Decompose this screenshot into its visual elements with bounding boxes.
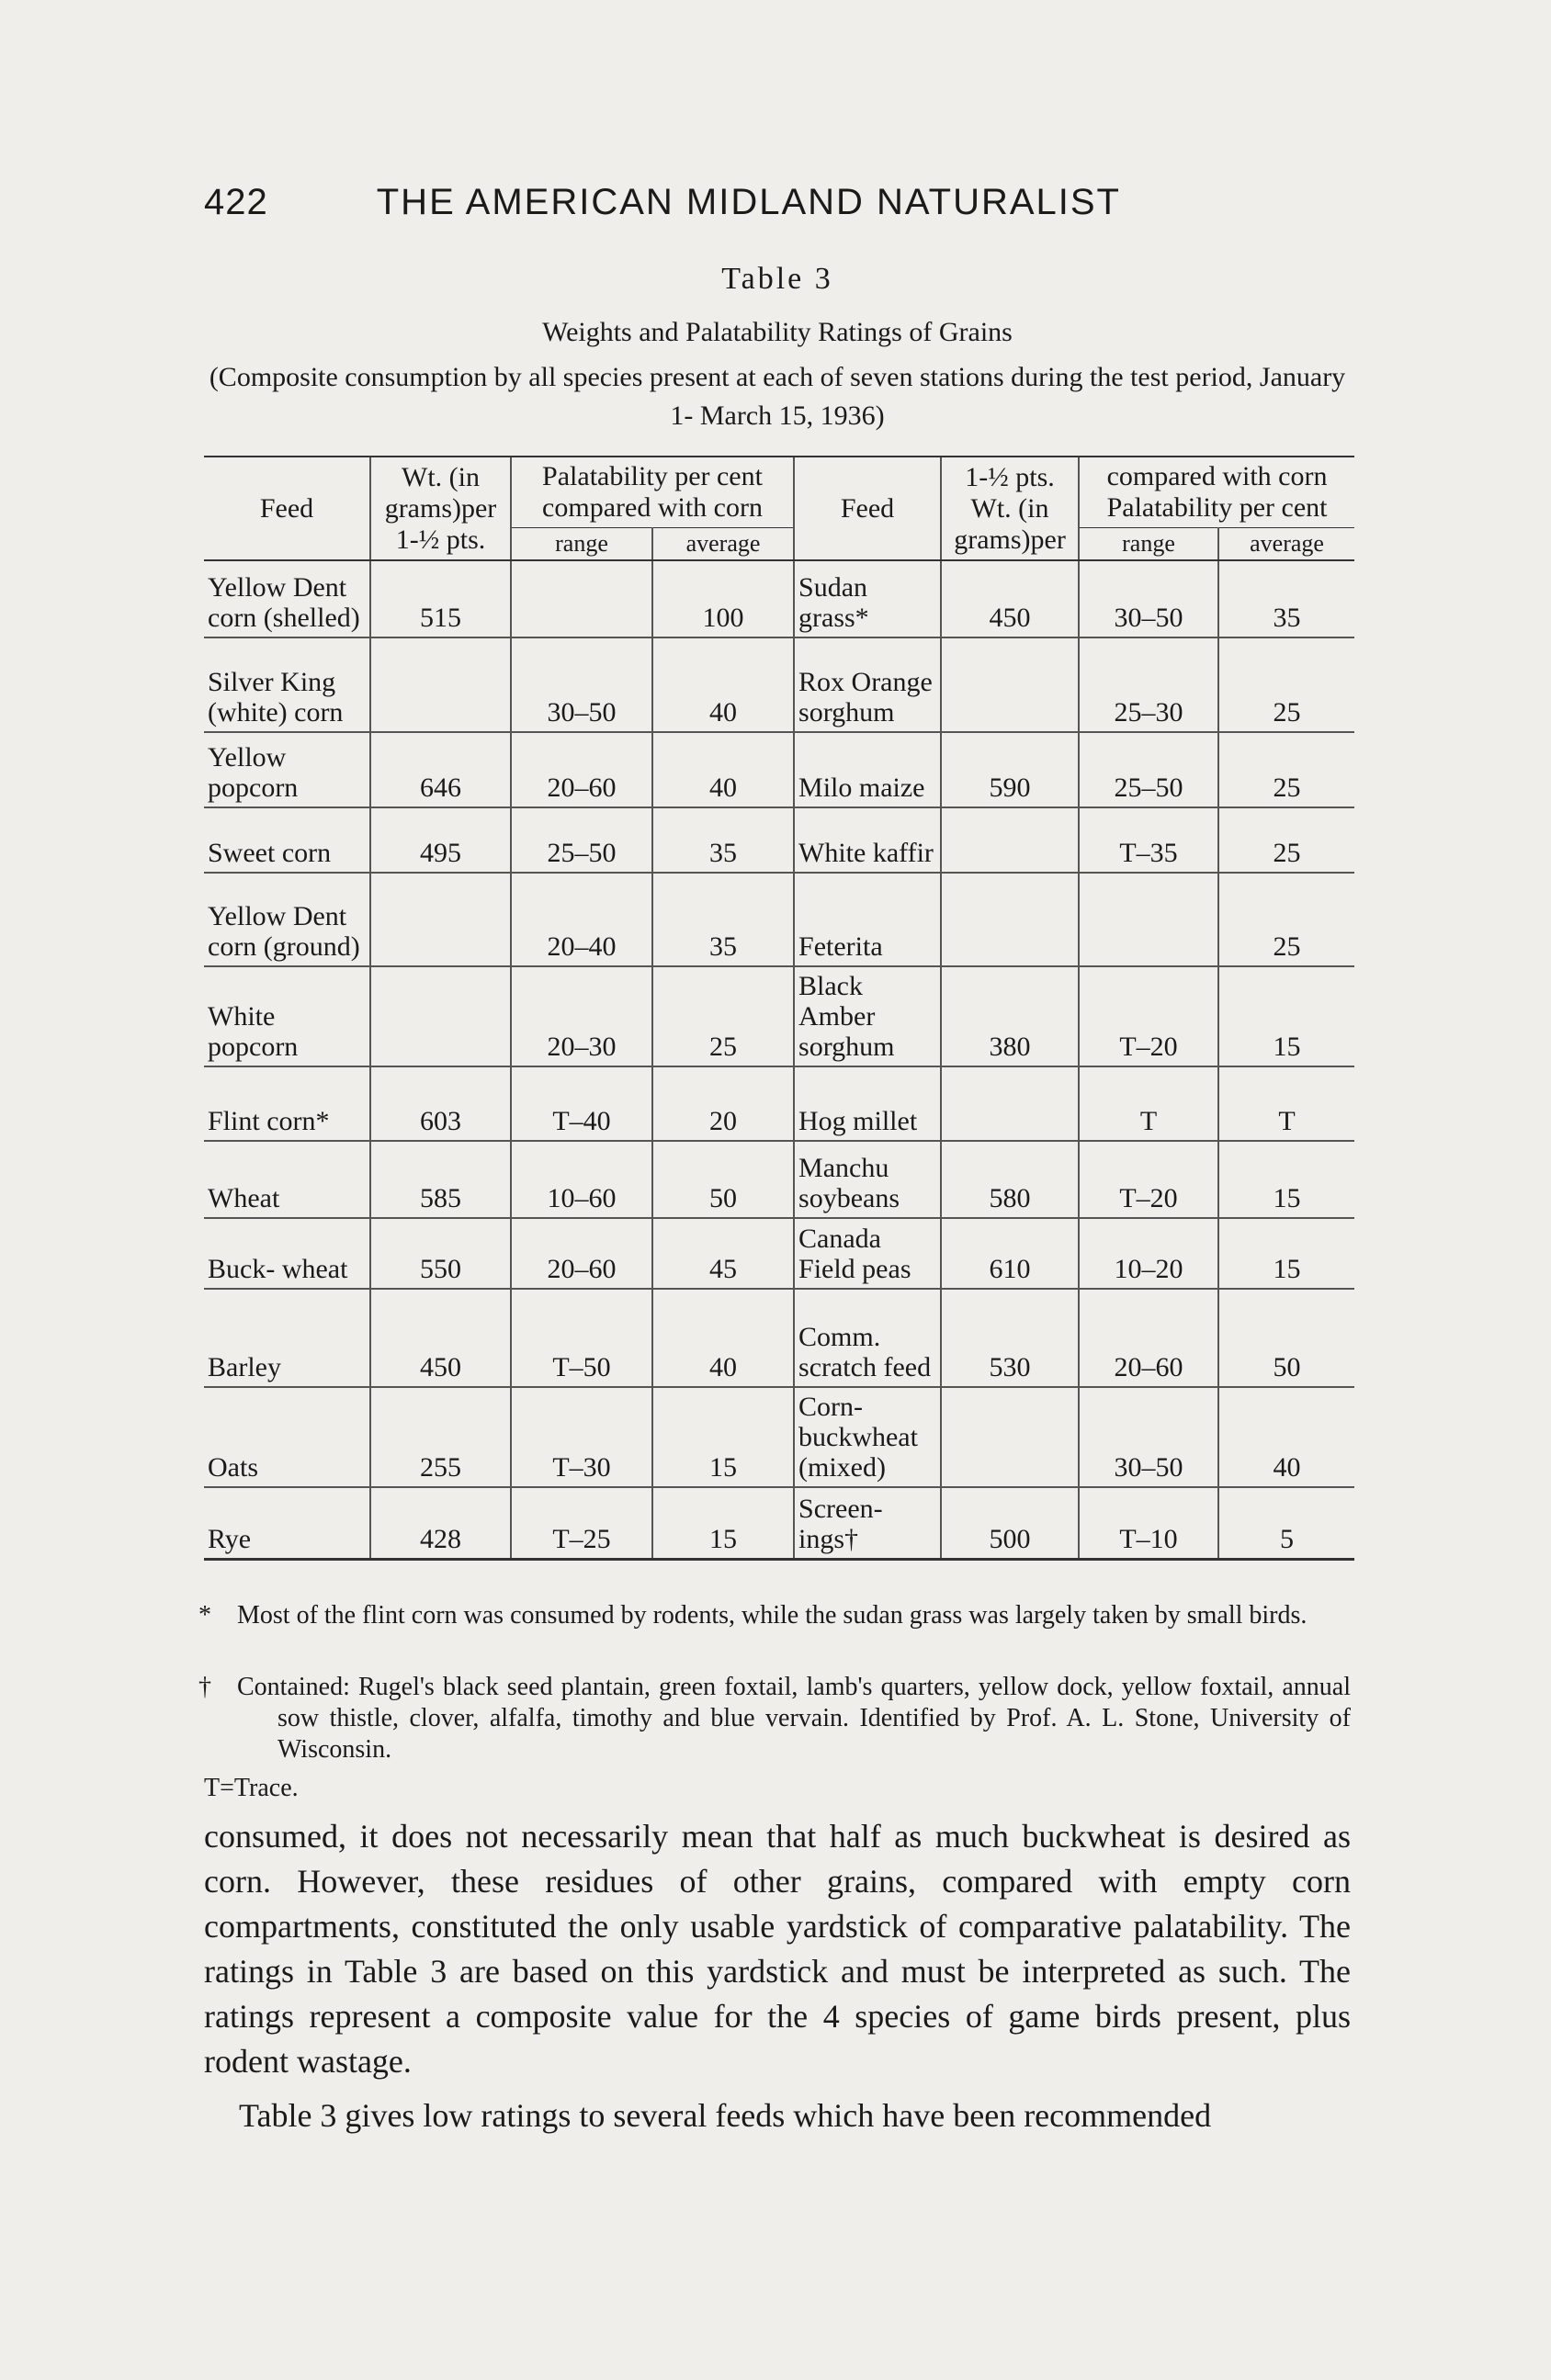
cell-average-right: 25: [1218, 732, 1354, 807]
cell-range-left: 20–60: [511, 732, 652, 807]
cell-average-left: 40: [652, 637, 794, 732]
footnote-star-mark: *: [198, 1601, 211, 1630]
body-text: [204, 1814, 1351, 2138]
cell-feed-right: Black Amber sorghum: [794, 966, 941, 1066]
cell-feed-left: Flint corn*: [204, 1066, 370, 1141]
table-row: [204, 807, 1354, 873]
cell-average-right: 15: [1218, 1218, 1354, 1289]
table-row: [204, 966, 1354, 1066]
cell-weight-right: 580: [941, 1141, 1079, 1218]
cell-feed-right: Feterita: [794, 873, 941, 966]
cell-weight-left: [370, 637, 511, 732]
table-body: [204, 560, 1354, 1559]
cell-weight-right: [941, 807, 1079, 873]
cell-feed-right: White kaffir: [794, 807, 941, 873]
cell-range-left: T–30: [511, 1387, 652, 1487]
cell-feed-right: Screen- ings†: [794, 1487, 941, 1559]
footnote-star: [198, 1600, 1351, 1631]
cell-weight-left: 515: [370, 560, 511, 637]
cell-average-right: 5: [1218, 1487, 1354, 1559]
table-row: [204, 1387, 1354, 1487]
cell-range-right: [1079, 873, 1218, 966]
cell-weight-left: 450: [370, 1289, 511, 1387]
cell-range-left: 20–60: [511, 1218, 652, 1289]
cell-weight-left: 550: [370, 1218, 511, 1289]
cell-average-left: 40: [652, 732, 794, 807]
footnote-dagger-text: Contained: Rugel's black seed plantain, green foxtail, lamb's quarters, yellow dock, yellow foxtail, annual sow thistle, clover, alfalfa, timothy and blue vervain. Identified by Prof. A. L. Stone, University of Wisconsin.: [237, 1673, 1351, 1764]
table-subtitle: (Composite consumption by all species present at each of seven stations during the test period, January 1- March 15, 1936): [209, 362, 1346, 431]
cell-feed-left: Barley: [204, 1289, 370, 1387]
cell-weight-right: 590: [941, 732, 1079, 807]
cell-range-right: 30–50: [1079, 1387, 1218, 1487]
header-range-right: range: [1079, 528, 1218, 561]
cell-range-left: 20–30: [511, 966, 652, 1066]
body-paragraph-2: Table 3 gives low ratings to several feeds which have been recommended: [239, 2097, 1212, 2134]
cell-average-right: 40: [1218, 1387, 1354, 1487]
cell-range-left: T–40: [511, 1066, 652, 1141]
cell-feed-right: Corn- buckwheat (mixed): [794, 1387, 941, 1487]
table-row: [204, 1141, 1354, 1218]
cell-range-left: T–50: [511, 1289, 652, 1387]
grain-palatability-table: [204, 456, 1354, 1561]
cell-feed-left: Yellow Dent corn (ground): [204, 873, 370, 966]
header-palatability-right: compared with corn Palatability per cent: [1079, 457, 1354, 528]
footnote-dagger: [198, 1672, 1351, 1765]
table-row: [204, 1066, 1354, 1141]
cell-feed-left: White popcorn: [204, 966, 370, 1066]
cell-feed-right: Comm. scratch feed: [794, 1289, 941, 1387]
cell-weight-right: 500: [941, 1487, 1079, 1559]
cell-average-right: 15: [1218, 966, 1354, 1066]
cell-weight-right: 610: [941, 1218, 1079, 1289]
cell-weight-left: 428: [370, 1487, 511, 1559]
cell-feed-left: Oats: [204, 1387, 370, 1487]
cell-average-left: 50: [652, 1141, 794, 1218]
cell-weight-left: 255: [370, 1387, 511, 1487]
cell-feed-left: Silver King (white) corn: [204, 637, 370, 732]
cell-range-right: T: [1079, 1066, 1218, 1141]
cell-average-right: 35: [1218, 560, 1354, 637]
table-row: [204, 560, 1354, 637]
cell-range-left: T–25: [511, 1487, 652, 1559]
cell-range-right: 20–60: [1079, 1289, 1218, 1387]
cell-range-right: 25–50: [1079, 732, 1218, 807]
cell-feed-right: Canada Field peas: [794, 1218, 941, 1289]
cell-feed-right: Manchu soybeans: [794, 1141, 941, 1218]
table-label: Table 3: [721, 262, 833, 296]
cell-range-right: T–35: [1079, 807, 1218, 873]
cell-range-right: T–20: [1079, 1141, 1218, 1218]
footnote-star-text: Most of the flint corn was consumed by rodents, while the sudan grass was largely taken by small birds.: [237, 1601, 1308, 1630]
cell-range-left: 30–50: [511, 637, 652, 732]
cell-average-left: 15: [652, 1487, 794, 1559]
data-table-container: [204, 456, 1354, 1561]
table-row: [204, 637, 1354, 732]
cell-range-right: T–10: [1079, 1487, 1218, 1559]
cell-range-right: 10–20: [1079, 1218, 1218, 1289]
cell-weight-right: [941, 637, 1079, 732]
cell-weight-right: 530: [941, 1289, 1079, 1387]
cell-average-right: 25: [1218, 637, 1354, 732]
header-average-right: average: [1218, 528, 1354, 561]
cell-average-left: 100: [652, 560, 794, 637]
cell-feed-right: Hog millet: [794, 1066, 941, 1141]
body-paragraph-1: consumed, it does not necessarily mean that half as much buckwheat is desired as corn. However, these residues of other grains, compared with empty corn compartments, constituted the only usable yardstick of comparative palatability. The ratings in Table 3 are based on this yardstick and must be interpreted as such. The ratings represent a composite value for the 4 species of game birds present, plus rodent wastage.: [204, 1818, 1351, 2080]
cell-range-right: T–20: [1079, 966, 1218, 1066]
header-palatability-left: Palatability per cent compared with corn: [511, 457, 794, 528]
cell-average-left: 35: [652, 873, 794, 966]
header-feed-right: Feed: [794, 457, 941, 560]
cell-weight-left: 585: [370, 1141, 511, 1218]
cell-average-right: 25: [1218, 873, 1354, 966]
cell-feed-left: Buck- wheat: [204, 1218, 370, 1289]
header-range-left: range: [511, 528, 652, 561]
footnote-dagger-mark: †: [198, 1673, 211, 1701]
cell-weight-left: 646: [370, 732, 511, 807]
header-weight-right: 1-½ pts. Wt. (in grams)per: [941, 457, 1079, 560]
cell-weight-right: [941, 1066, 1079, 1141]
cell-average-right: 50: [1218, 1289, 1354, 1387]
cell-weight-right: [941, 1387, 1079, 1487]
cell-average-left: 15: [652, 1387, 794, 1487]
header-average-left: average: [652, 528, 794, 561]
cell-feed-left: Yellow popcorn: [204, 732, 370, 807]
cell-average-left: 20: [652, 1066, 794, 1141]
header-weight-left: Wt. (in grams)per 1-½ pts.: [370, 457, 511, 560]
cell-average-right: T: [1218, 1066, 1354, 1141]
cell-feed-right: Sudan grass*: [794, 560, 941, 637]
cell-average-left: 35: [652, 807, 794, 873]
cell-average-left: 25: [652, 966, 794, 1066]
cell-feed-right: Rox Orange sorghum: [794, 637, 941, 732]
cell-average-left: 45: [652, 1218, 794, 1289]
cell-range-left: 10–60: [511, 1141, 652, 1218]
cell-feed-left: Sweet corn: [204, 807, 370, 873]
cell-average-left: 40: [652, 1289, 794, 1387]
running-head: [204, 182, 1351, 223]
journal-title: THE AMERICAN MIDLAND NATURALIST: [376, 182, 1121, 222]
cell-feed-left: Wheat: [204, 1141, 370, 1218]
cell-weight-right: 380: [941, 966, 1079, 1066]
cell-range-left: [511, 560, 652, 637]
cell-weight-left: 603: [370, 1066, 511, 1141]
page-number: 422: [204, 182, 268, 222]
footnote-trace: T=Trace.: [204, 1774, 299, 1802]
cell-weight-right: [941, 873, 1079, 966]
cell-range-left: 20–40: [511, 873, 652, 966]
cell-range-left: 25–50: [511, 807, 652, 873]
cell-weight-left: [370, 966, 511, 1066]
cell-weight-left: [370, 873, 511, 966]
cell-range-right: 25–30: [1079, 637, 1218, 732]
cell-average-right: 25: [1218, 807, 1354, 873]
cell-weight-right: 450: [941, 560, 1079, 637]
table-row: [204, 873, 1354, 966]
cell-feed-left: Rye: [204, 1487, 370, 1559]
cell-feed-right: Milo maize: [794, 732, 941, 807]
header-feed-left: Feed: [204, 457, 370, 560]
table-row: [204, 1218, 1354, 1289]
table-title: Weights and Palatability Ratings of Grains: [542, 317, 1013, 347]
cell-feed-left: Yellow Dent corn (shelled): [204, 560, 370, 637]
cell-average-right: 15: [1218, 1141, 1354, 1218]
cell-weight-left: 495: [370, 807, 511, 873]
table-row: [204, 1289, 1354, 1387]
cell-range-right: 30–50: [1079, 560, 1218, 637]
table-row: [204, 732, 1354, 807]
table-row: [204, 1487, 1354, 1559]
